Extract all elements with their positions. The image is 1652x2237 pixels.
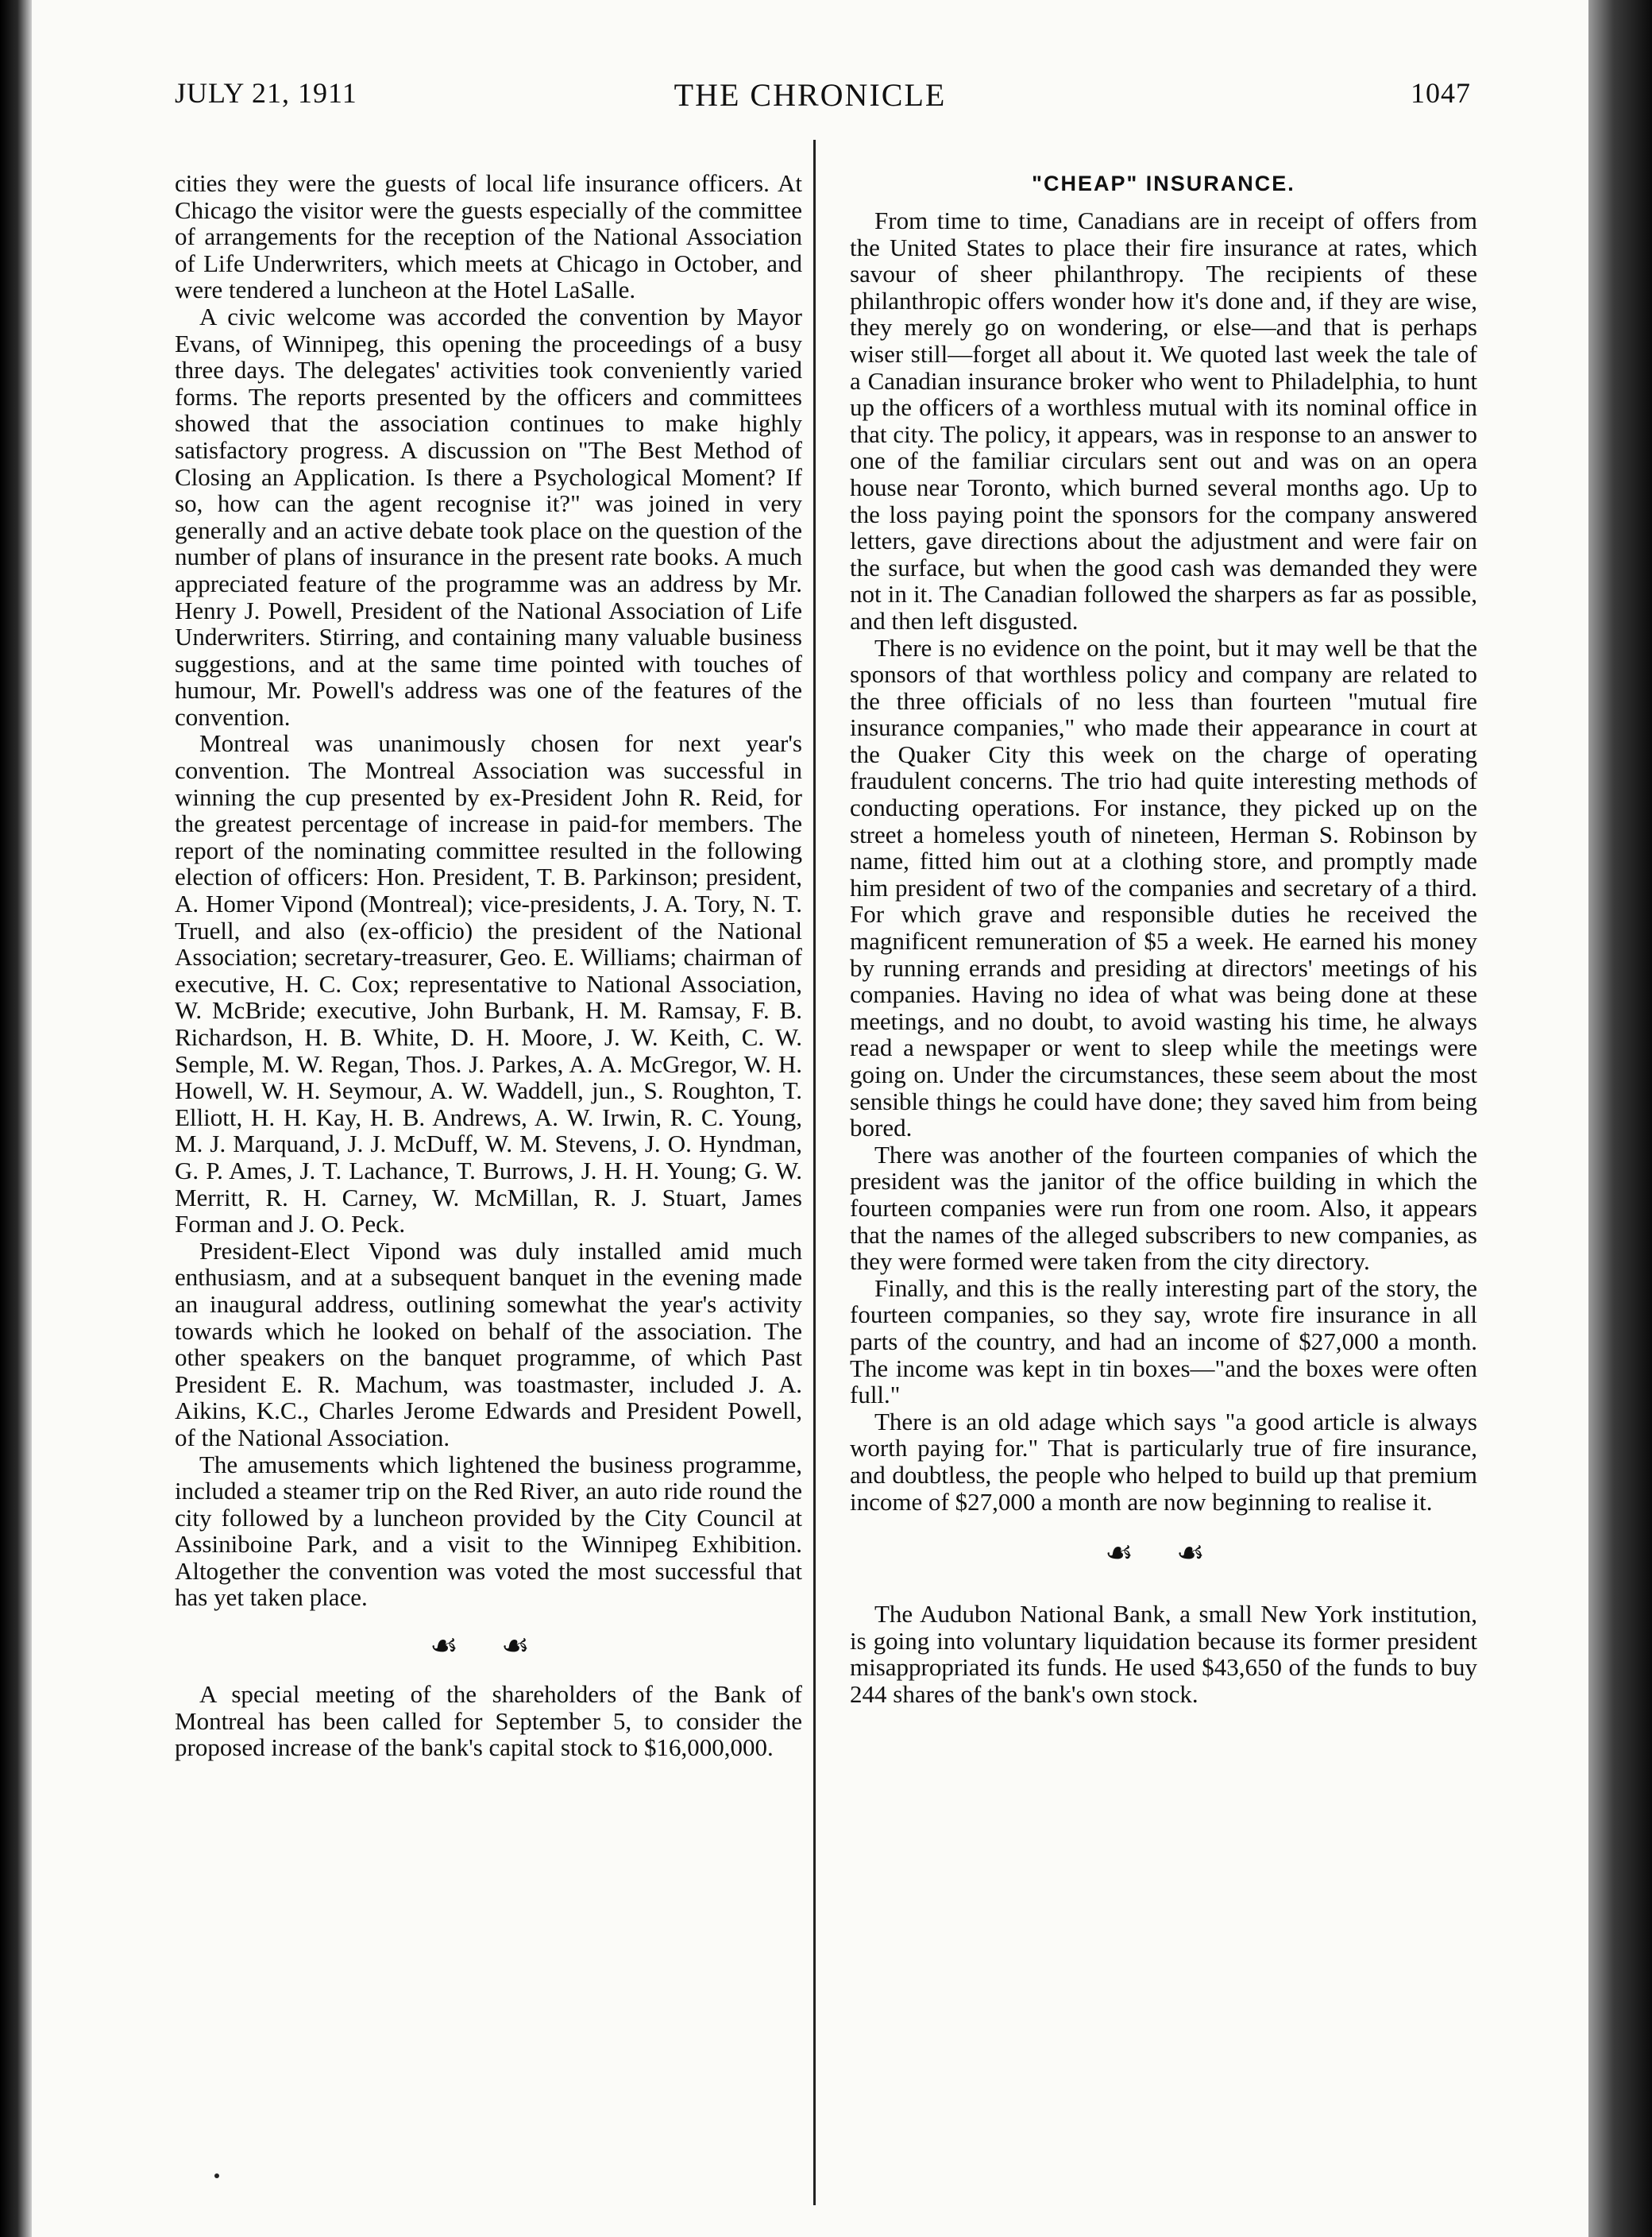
article-paragraph: cities they were the guests of local life insurance officers. At Chicago the visitor were the guests especially of the committee of arrangements for the reception of the National Association of Life Underwriters, which meets at Chicago in October, and were tendered a luncheon at the Hotel LaSalle.	[175, 169, 802, 304]
page-number: 1047	[1411, 77, 1471, 109]
article-paragraph: Finally, and this is the really interesting part of the story, the fourteen companies, so they say, wrote fire insurance in all parts of the country, and had an income of $27,000 a month. The income was kept in tin boxes—"and the boxes were often full."	[850, 1273, 1477, 1409]
section-ornament: ☙ ☙	[1105, 1535, 1222, 1571]
right-column	[850, 170, 1477, 1707]
article-heading: "CHEAP" INSURANCE.	[1032, 172, 1295, 195]
article-paragraph: There was another of the fourteen companies of which the president was the janitor of the office building in which the fourteen companies were run from one room. Also, it appears that the names of the alleged subscribers to new companies, as they were formed were taken from the city directory.	[850, 1140, 1477, 1276]
article-paragraph: President-Elect Vipond was duly installed amid much enthusiasm, and at a subsequent banquet in the evening made an inaugural address, outlining somewhat the year's activity towards which he looked on behalf of the association. The other speakers on the banquet programme, of which Past President E. R. Machum, was toastmaster, included J. A. Aikins, K.C., Charles Jerome Edwards and President Powell, of the National Association.	[175, 1236, 802, 1451]
audubon-bank-notice: The Audubon National Bank, a small New York institution, is going into voluntary liquidation because its former president misappropriated its funds. He used $43,650 of the funds to buy 244 shares of the bank's own stock.	[850, 1600, 1477, 1708]
left-column	[175, 170, 802, 1761]
scan-edge-left	[0, 0, 32, 2237]
print-speck	[214, 2173, 219, 2178]
newspaper-page	[32, 0, 1588, 2237]
running-head	[32, 76, 1588, 124]
article-paragraph: A civic welcome was accorded the convention by Mayor Evans, of Winnipeg, this opening the proceedings of a busy three days. The delegates' activities took conveniently varied forms. The reports presented by the officers and committees showed that the association continues to make highly satisfactory progress. A discussion on "The Best Method of Closing an Application. Is there a Psychological Moment? If so, how can the agent recognise it?" was joined in very generally and an active debate took place on the question of the number of plans of insurance in the present rate books. A much appreciated feature of the programme was an address by Mr. Henry J. Powell, President of the National Association of Life Underwriters. Stirring, and containing many valuable business suggestions, and at the same time pointed with touches of humour, Mr. Powell's address was one of the features of the convention.	[175, 302, 802, 731]
section-ornament: ☙ ☙	[430, 1628, 547, 1664]
article-paragraph: The amusements which lightened the business programme, included a steamer trip on the Red River, an auto ride round the city followed by a luncheon provided by the City Council at Assiniboine Park, and a visit to the Winnipeg Exhibition. Altogether the convention was voted the most successful that has yet taken place.	[175, 1450, 802, 1612]
publication-title: THE CHRONICLE	[674, 77, 947, 113]
article-paragraph: There is an old adage which says "a good article is always worth paying for." That is particularly true of fire insurance, and doubtless, the people who helped to build up that premium income of $27,000 a month are now beginning to realise it.	[850, 1407, 1477, 1516]
article-paragraph: From time to time, Canadians are in receipt of offers from the United States to place their fire insurance at rates, which savour of sheer philanthropy. The recipients of these philanthropic offers wonder how it's done and, if they are wise, they merely go on wondering, or else—and that is perhaps wiser still—forget all about it. We quoted last week the tale of a Canadian insurance broker who went to Philadelphia, to hunt up the officers of a worthless mutual with its nominal office in that city. The policy, it appears, was in response to an answer to one of the familiar circulars sent out and was on an opera house near Toronto, which burned several months ago. Up to the loss paying point the sponsors for the company answered letters, gave directions about the adjustment and were fair on the surface, but when the good cash was demanded they were not in it. The Canadian followed the sharpers as far as possible, and then left disgusted.	[850, 207, 1477, 635]
article-paragraph: Montreal was unanimously chosen for next year's convention. The Montreal Association was successful in winning the cup presented by ex-President John R. Reid, for the greatest percentage of increase in paid-for members. The report of the nominating committee resulted in the following election of officers: Hon. President, T. B. Parkinson; president, A. Homer Vipond (Montreal); vice-presidents, J. A. Tory, N. T. Truell, and also (ex-officio) the president of the National Association; secretary-treasurer, Geo. E. Williams; chairman of executive, H. C. Cox; representative to National Association, W. McBride; executive, John Burbank, H. M. Ramsay, F. B. Richardson, H. B. White, D. H. Moore, J. W. Keith, C. W. Semple, M. W. Regan, Thos. J. Parkes, A. A. McGregor, W. H. Howell, W. H. Seymour, A. W. Waddell, jun., S. Roughton, T. Elliott, H. H. Kay, H. B. Andrews, A. W. Irwin, R. C. Young, M. J. Marquand, J. J. McDuff, W. M. Stevens, J. O. Hyndman, G. P. Ames, J. T. Lachance, T. Burrows, J. H. H. Young; G. W. Merritt, R. H. Carney, W. McMillan, R. J. Stuart, James Forman and J. O. Peck.	[175, 729, 802, 1238]
issue-date: JULY 21, 1911	[175, 77, 357, 109]
article-paragraph: There is no evidence on the point, but it may well be that the sponsors of that worthless policy and company are related to the three officials of no less than fourteen "mutual fire insurance companies," who made their appearance in court at the Quaker City this week on the charge of operating fraudulent concerns. The trio had quite interesting methods of conducting operations. For instance, they picked up on the street a homeless youth of nineteen, Herman S. Robinson by name, fitted him out at a clothing store, and promptly made him president of two of the companies and secretary of a third. For which grave and responsible duties he received the magnificent remuneration of $5 a week. He earned his money by running errands and presiding at directors' meetings of his companies. Having no idea of what was being done at these meetings, and no doubt, to avoid wasting his time, he always read a newspaper or went to sleep while the meetings were going on. Under the circumstances, these seem about the most sensible things he could have done; they saved him from being bored.	[850, 633, 1477, 1142]
bank-of-montreal-notice: A special meeting of the shareholders of the Bank of Montreal has been called for September 5, to consider the proposed increase of the bank's capital stock to $16,000,000.	[175, 1680, 802, 1762]
column-divider	[813, 140, 816, 2205]
scan-edge-right	[1588, 0, 1652, 2237]
